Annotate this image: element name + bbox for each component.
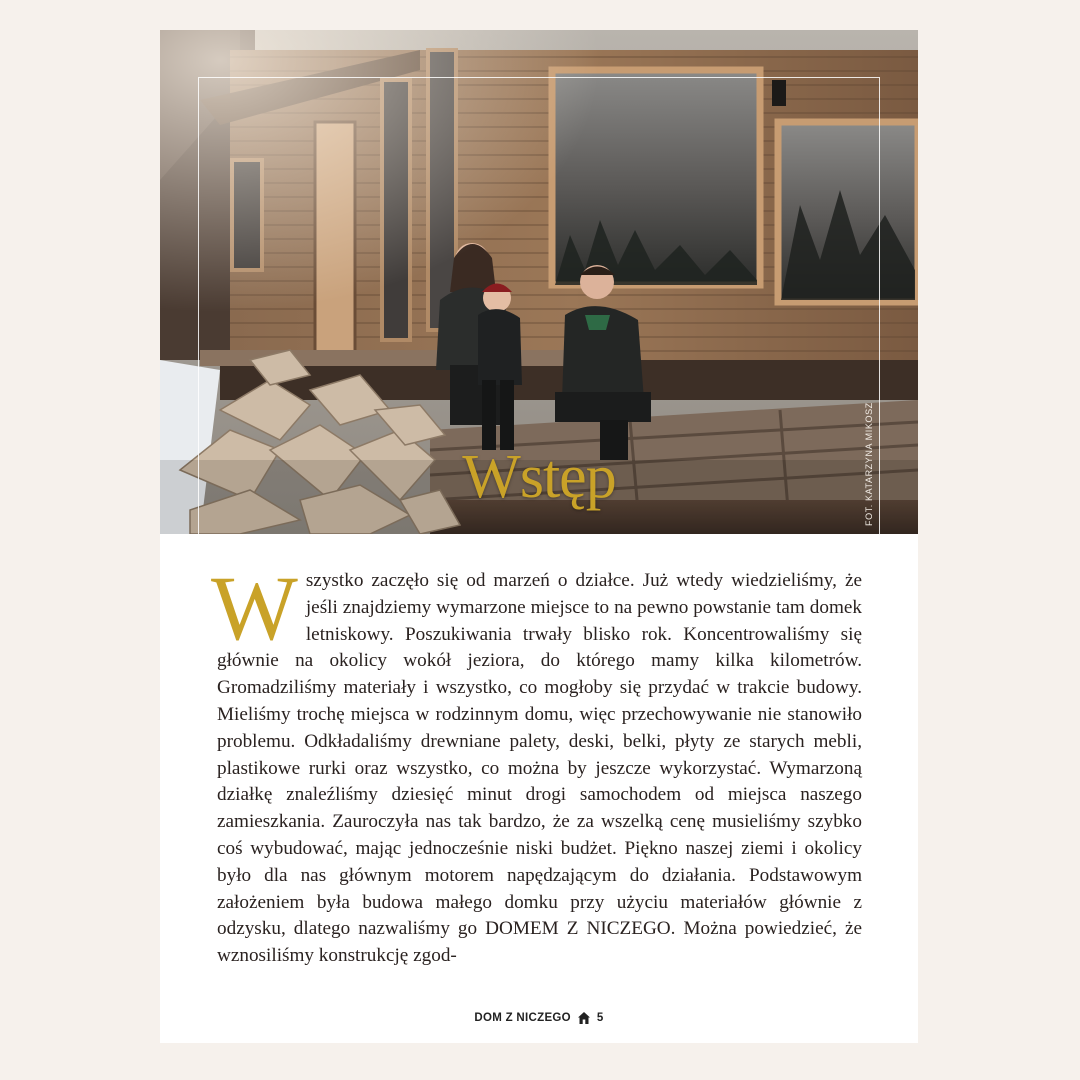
article-body — [211, 557, 862, 970]
page-footer — [160, 1011, 918, 1025]
footer-page-number: 5 — [596, 1012, 604, 1024]
cover-photo — [160, 30, 918, 534]
article-paragraph: szystko zaczęło się od marzeń o działce. Już wtedy wiedzieliśmy, że jeśli znajdziemy wymarzone miejsce to na pewno powstanie tam domek letniskowy. Poszukiwania trwały blisko rok. Koncentrowaliśmy się głównie na okolicy wokół jeziora, do którego mamy kilka kilometrów. Gromadziliśmy materiały i wszystko, co mogłoby się przydać w trakcie budowy. Mieliśmy trochę miejsca w rodzinnym domu, więc przechowywanie nie stanowiło problemu. Odkładaliśmy drewniane palety, deski, belki, płyty ze starych mebli, plastikowe rurki oraz wszystko, co można by jeszcze wykorzystać. Wymarzoną działkę znaleźliśmy dziesięć minut drogi samochodem od miejsca naszego zamieszkania. Zauroczyła nas tak bardzo, że za wszelką cenę musieliśmy szybko coś wybudować, mając jednocześnie niski budżet. Piękno naszej ziemi i okolicy było dla nas głównym motorem napędzającym do działania. Podstawowym założeniem była budowa małego domku przy użyciu materiałów głównie z odzysku, dlatego nazwaliśmy go DOMEM Z NICZEGO. Można powiedzieć, że wznosiliśmy konstrukcję zgod- — [217, 570, 862, 967]
footer-book-title: DOM Z NICZEGO — [474, 1012, 571, 1024]
photo-credit: FOT. KATARZYNA MIKOSZ — [864, 402, 874, 526]
house-icon — [577, 1011, 591, 1025]
drop-cap: W — [211, 557, 298, 659]
book-page — [160, 30, 918, 1043]
section-title: Wstęp — [462, 443, 616, 511]
